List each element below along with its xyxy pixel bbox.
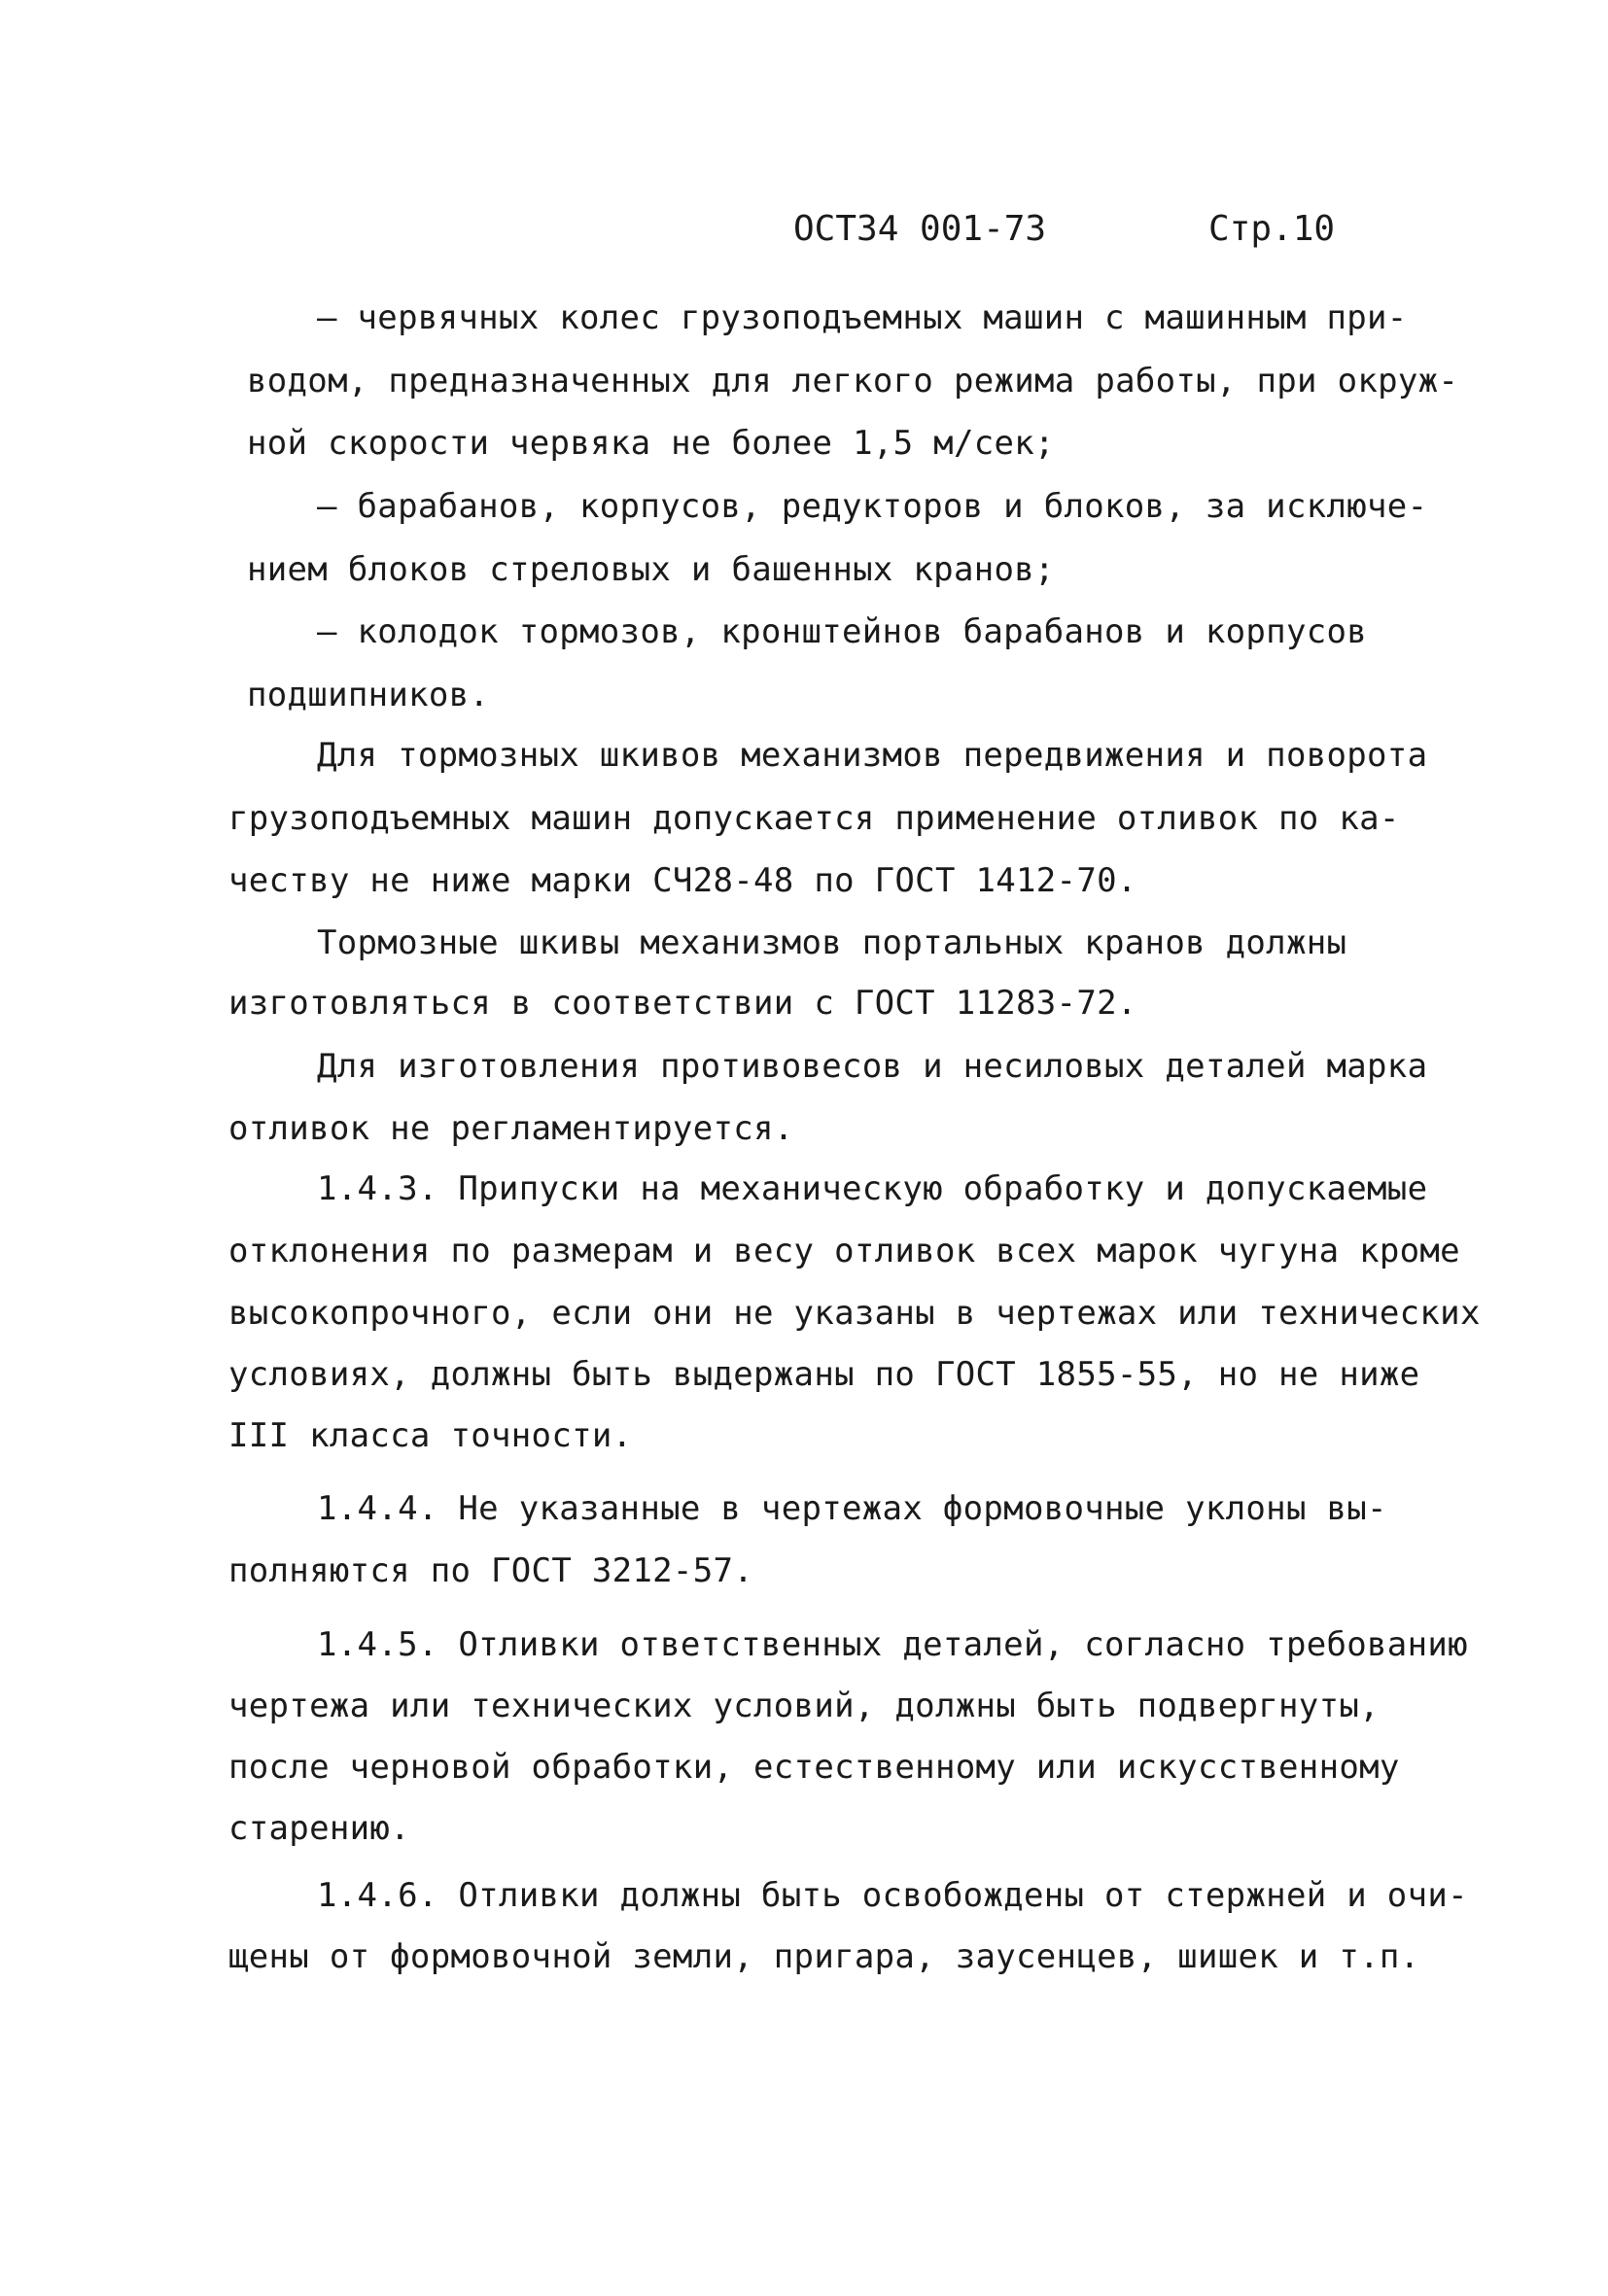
text-line: после черновой обработки, естественному или искусственному	[228, 1748, 1400, 1787]
text-line: подшипников.	[247, 676, 490, 714]
text-line: условиях, должны быть выдержаны по ГОСТ 1855-55, но не ниже	[228, 1355, 1420, 1394]
text-line: 1.4.3. Припуски на механическую обработку и допускаемые	[317, 1169, 1428, 1208]
page-number: Стр.10	[1208, 209, 1336, 249]
text-line: высокопрочного, если они не указаны в чертежах или технических	[228, 1294, 1481, 1333]
text-line: изготовляться в соответствии с ГОСТ 11283-72.	[228, 984, 1137, 1023]
text-line: водом, предназначенных для легкого режима работы, при окруж-	[247, 362, 1459, 400]
text-line: полняются по ГОСТ 3212-57.	[228, 1551, 754, 1590]
text-line: Тормозные шкивы механизмов портальных кранов должны	[317, 923, 1347, 962]
text-line: щены от формовочной земли, пригара, заусенцев, шишек и т.п.	[228, 1937, 1420, 1976]
text-line: честву не ниже марки СЧ28-48 по ГОСТ 1412-70.	[228, 861, 1137, 900]
text-line: III класса точности.	[228, 1416, 633, 1455]
text-line: Для изготовления противовесов и несиловых деталей марка	[317, 1047, 1428, 1086]
text-line: – барабанов, корпусов, редукторов и блоков, за исключе-	[317, 487, 1428, 526]
standard-number: ОСТ34 001-73	[793, 209, 1047, 249]
text-line: грузоподъемных машин допускается применение отливок по ка-	[228, 799, 1400, 838]
text-line: ной скорости червяка не более 1,5 м/сек;	[247, 424, 1055, 463]
text-line: отклонения по размерам и весу отливок всех марок чугуна кроме	[228, 1232, 1460, 1270]
text-line: 1.4.6. Отливки должны быть освобождены от стержней и очи-	[317, 1876, 1468, 1915]
text-line: 1.4.5. Отливки ответственных деталей, согласно требованию	[317, 1625, 1468, 1664]
text-line: – червячных колес грузоподъемных машин с машинным при-	[317, 298, 1408, 337]
text-line: чертежа или технических условий, должны быть подвергнуты,	[228, 1687, 1380, 1725]
text-line: старению.	[228, 1809, 410, 1848]
text-line: отливок не регламентируется.	[228, 1109, 794, 1148]
text-line: Для тормозных шкивов механизмов передвижения и поворота	[317, 736, 1428, 775]
text-line: – колодок тормозов, кронштейнов барабанов и корпусов	[317, 612, 1368, 651]
text-line: 1.4.4. Не указанные в чертежах формовочные уклоны вы-	[317, 1489, 1387, 1528]
text-line: нием блоков стреловых и башенных кранов;	[247, 550, 1055, 589]
